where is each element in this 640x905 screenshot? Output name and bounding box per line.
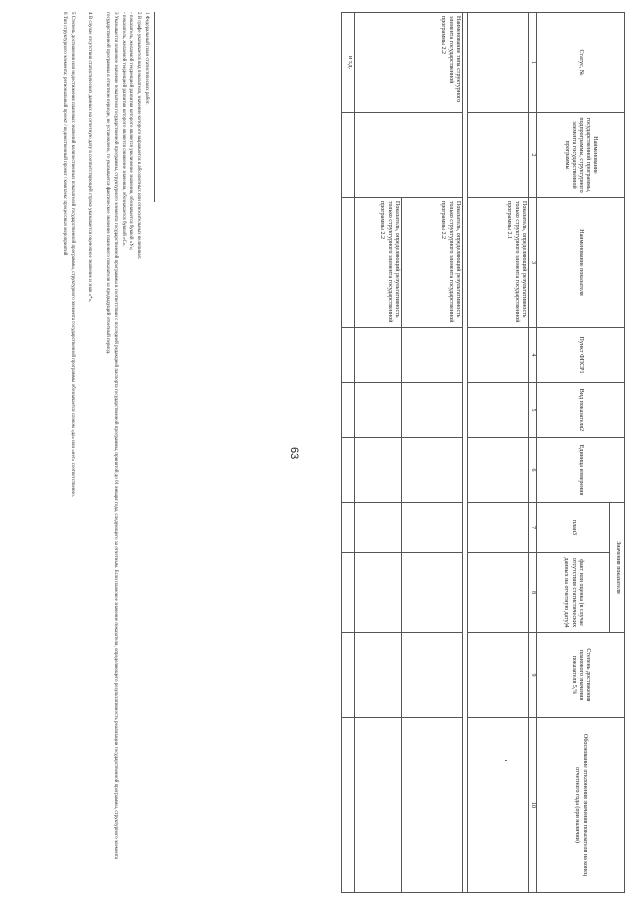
- header-indicator-type: Вид показателя2: [537, 383, 625, 438]
- empty-cell: [354, 328, 401, 383]
- indicators-report-table: [341, 12, 625, 893]
- header-fpsr-item: Пункт ФПСР1: [537, 328, 625, 383]
- footnote-5: 5 Степень достижения или недостижения плановых значений количественных показателей государственной программы, структурного элемента государственной программы обозначается словом «да» или «нет» соответственно.: [69, 12, 75, 497]
- column-number: 7: [528, 503, 536, 553]
- empty-cell: [354, 503, 401, 553]
- empty-cell: [354, 383, 401, 438]
- footnote-3: 3 Указывается плановое значение показателя государственной программы, структурного элемента государственной программы в соответствии с последней редакцией паспорта государственной программы, принятой до 01 января года, следующего за отчетным. Если плановое значение показателя, определяющего результативность реализации государственной программы, структурного элемента государственной программы в отчетном периоде, не установлено, то указывается фактическое значение планового показателя за предыдущий отчетный период.: [105, 12, 118, 860]
- empty-cell: [354, 438, 401, 503]
- footnote-2-decrease: - показатель, желаемой тенденцией развития которого является снижение значения, обозначается буквой «С».: [120, 12, 126, 247]
- footnote-4: 4 В случае отсутствия статистических данных на отчетную дату в соответствующей строке указывается оценочное значение и знак «*».: [87, 12, 93, 303]
- indicator-cell: Показатель, определяющий результативность только структурного элемента государственной программы 2.2: [401, 198, 462, 328]
- footnote-2: 2 В графе указывается вид показателя, значение которого выражается в абсолютных или относительных величинах:: [136, 12, 142, 260]
- empty-cell: [467, 633, 528, 718]
- footnote-rule: [154, 12, 155, 202]
- empty-cell: [341, 553, 354, 633]
- empty-cell: [467, 553, 528, 633]
- table-row: [401, 13, 462, 893]
- empty-cell: [401, 718, 462, 893]
- empty-cell: [341, 503, 354, 553]
- column-number: 2: [528, 113, 536, 198]
- empty-cell: [341, 328, 354, 383]
- indicator-cell: [341, 198, 354, 328]
- empty-cell: [341, 383, 354, 438]
- status-cell: и т.д.: [341, 13, 354, 113]
- column-number: 10: [528, 718, 536, 893]
- empty-cell: [401, 383, 462, 438]
- table-row: [341, 13, 354, 893]
- empty-cell: [467, 503, 528, 553]
- element-cell: [354, 113, 462, 198]
- footnotes: [60, 12, 155, 892]
- empty-cell: [401, 438, 462, 503]
- indicator-cell: Показатель, определяющий результативность только структурного элемента государственной программы 2.1: [467, 198, 528, 328]
- header-plan: план3: [537, 503, 610, 553]
- status-cell: Наименование типа структурного элемента государственной программы 2.2: [354, 13, 462, 113]
- header-justification: Обоснование отклонения значения показателя на конец отчетного года (при наличии): [537, 718, 625, 893]
- column-number: 9: [528, 633, 536, 718]
- header-indicator-name: Наименование показателя: [537, 198, 625, 328]
- empty-cell: [401, 328, 462, 383]
- column-number: 1: [528, 13, 536, 113]
- indicator-cell: Показатель, определяющий результативность только структурного элемента государственной программы 2.2: [354, 198, 401, 328]
- header-values-group: Значения показателя: [610, 503, 625, 633]
- header-program-element: Наименование государственной программы, подпрограммы, структурного элемента государственной программы: [537, 113, 625, 198]
- header-fact: факт или оценка (в случае отсутствия статистических данных на отчетную дату)4: [537, 553, 610, 633]
- scan-speck: [505, 760, 507, 761]
- empty-cell: [467, 328, 528, 383]
- empty-cell: [341, 718, 354, 893]
- column-number-row: [528, 13, 536, 893]
- empty-cell: [341, 633, 354, 718]
- page-number: 63: [288, 447, 300, 460]
- empty-cell: [354, 718, 401, 893]
- table-row: [467, 13, 528, 893]
- empty-cell: [354, 553, 401, 633]
- empty-cell: [401, 553, 462, 633]
- footnote-6: 6 Тип структурного элемента: региональный проект / ведомственный проект / комплекс процессных мероприятий: [62, 12, 67, 256]
- table-row: [462, 13, 467, 893]
- empty-cell: [467, 383, 528, 438]
- column-number: 3: [528, 198, 536, 328]
- footnote-1: 1 Федеральный план статистических работ.: [144, 12, 149, 105]
- footnote-2-increase: - показатель, желаемой тенденцией развития которого является увеличение значения, обозначается буквой «У»;: [128, 12, 134, 251]
- column-number: 4: [528, 328, 536, 383]
- column-number: 8: [528, 553, 536, 633]
- rotated-page-content: [15, 12, 625, 892]
- header-unit: Единица измерения: [537, 438, 625, 503]
- header-status: Статус, №: [537, 13, 625, 113]
- empty-cell: [467, 438, 528, 503]
- header-row-1: [610, 13, 625, 893]
- empty-cell: [341, 438, 354, 503]
- empty-cell: [401, 633, 462, 718]
- element-cell: [341, 113, 354, 198]
- column-number: 5: [528, 383, 536, 438]
- header-achievement: Степень достижения планового значения показателя 5,%: [537, 633, 625, 718]
- empty-cell: [467, 718, 528, 893]
- status-cell: [467, 13, 528, 113]
- element-cell: [467, 113, 528, 198]
- column-number: 6: [528, 438, 536, 503]
- empty-cell: [354, 633, 401, 718]
- row-spacer: [462, 13, 467, 893]
- empty-cell: [401, 503, 462, 553]
